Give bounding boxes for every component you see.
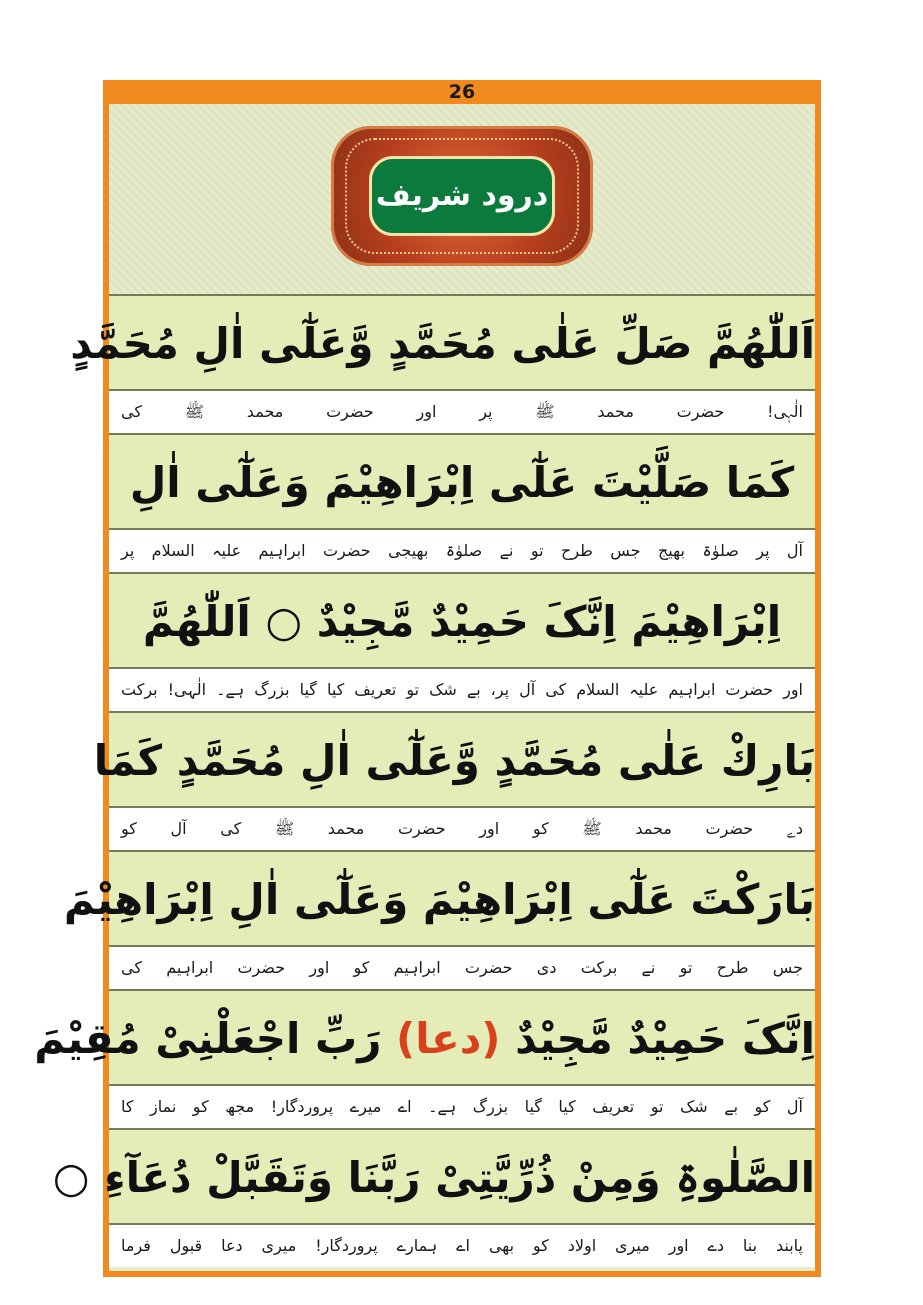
- translation-line-3: اور حضرت ابراہیم علیہ السلام کی آل پر، بے شک تو تعریف کیا گیا بزرگ ہے۔ الٰہی! برکت: [109, 667, 815, 711]
- arabic-line-1: اَللّٰھُمَّ صَلِّ عَلٰی مُحَمَّدٍ وَّعَلٰٓی اٰلِ مُحَمَّدٍ: [109, 294, 815, 389]
- title-badge: [331, 126, 593, 266]
- translation-line-7: پابند بنا دے اور میری اولاد کو بھی اے ہمارے پروردگار! میری دعا قبول فرما: [109, 1223, 815, 1267]
- page-frame: [34, 80, 821, 1277]
- arabic-line-7: الصَّلٰوۃِ وَمِنْ ذُرِّیَّتِیْ رَبَّنَا وَتَقَبَّلْ دُعَآءِ ○: [109, 1128, 815, 1223]
- arabic-line-3: اِبْرَاھِیْمَ اِنَّکَ حَمِیْدٌ مَّجِیْدٌ ○ اَللّٰھُمَّ: [109, 572, 815, 667]
- arabic-line-6: [34, 989, 815, 1084]
- arabic-line-2: کَمَا صَلَّیْتَ عَلٰٓی اِبْرَاھِیْمَ وَعَلٰٓی اٰلِ: [109, 433, 815, 528]
- header-panel: [109, 104, 815, 294]
- arabic-line-6-start: اِنَّکَ حَمِیْدٌ مَّجِیْدٌ: [515, 1014, 815, 1063]
- page-content: [34, 104, 815, 1271]
- translation-line-4: دے حضرت محمد ﷺ کو اور حضرت محمد ﷺ کی آل کو: [109, 806, 815, 850]
- arabic-line-4: بَارِكْ عَلٰی مُحَمَّدٍ وَّعَلٰٓی اٰلِ مُحَمَّدٍ كَمَا: [109, 711, 815, 806]
- dua-label: (دعا): [396, 1014, 501, 1063]
- page-number: 26: [448, 81, 476, 103]
- translation-line-1: الٰہی! حضرت محمد ﷺ پر اور حضرت محمد ﷺ کی: [109, 389, 815, 433]
- page-title: درود شریف: [369, 156, 555, 236]
- translation-line-5: جس طرح تو نے برکت دی حضرت ابراہیم کو اور حضرت ابراہیم کی: [109, 945, 815, 989]
- translation-line-2: آل پر صلوٰۃ بھیج جس طرح تو نے صلوٰۃ بھیجی حضرت ابراہیم علیہ السلام پر: [109, 528, 815, 572]
- translation-line-6: آل کو بے شک تو تعریف کیا گیا بزرگ ہے۔ اے میرے پروردگار! مجھ کو نماز کا: [109, 1084, 815, 1128]
- arabic-line-5: بَارَكْتَ عَلٰٓی اِبْرَاھِیْمَ وَعَلٰٓی اٰلِ اِبْرَاھِیْمَ: [109, 850, 815, 945]
- arabic-line-6-end: رَبِّ اجْعَلْنِیْ مُقِیْمَ: [34, 1014, 382, 1063]
